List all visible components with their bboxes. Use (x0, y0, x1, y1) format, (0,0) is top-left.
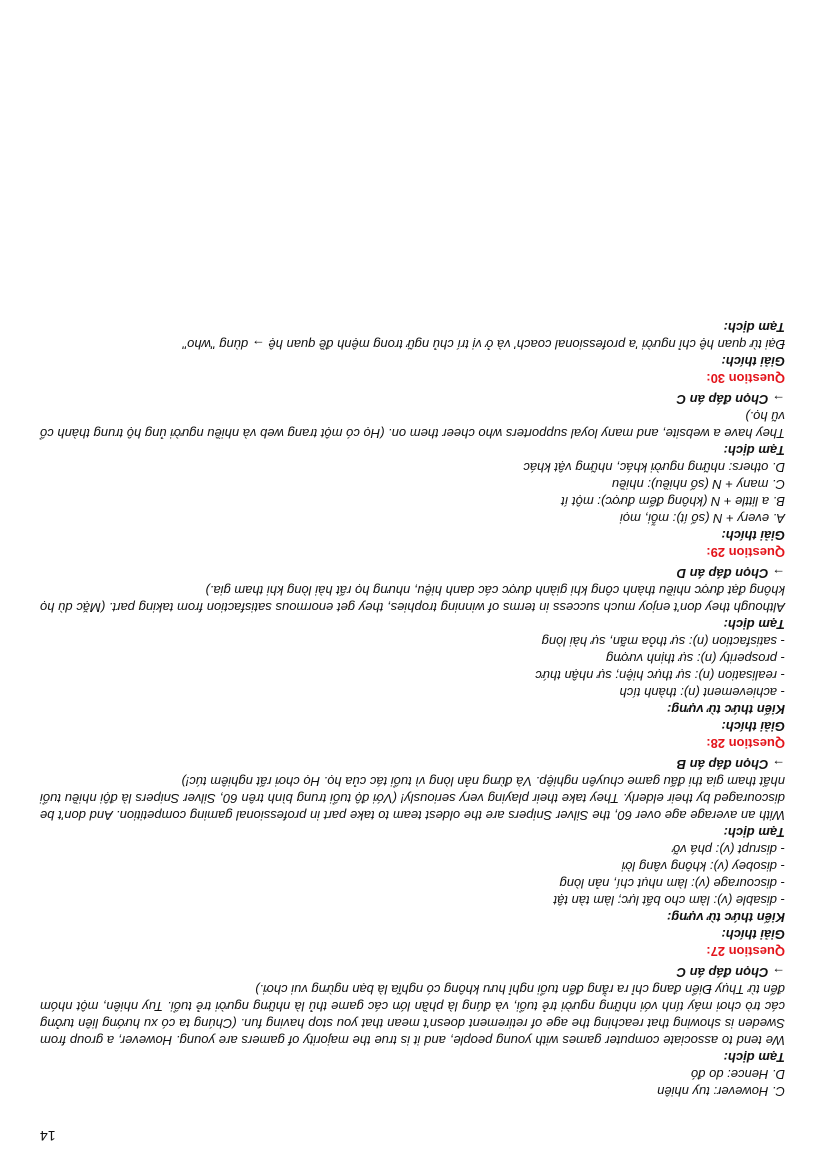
q27-answer: → Chọn đáp án B (676, 757, 785, 772)
q27-vocab-label: Kiến thức từ vựng: (666, 910, 785, 925)
option-d-line: D. Hence: do đó (691, 1067, 785, 1082)
q29-option: D. others: những người khác, những vật khác (523, 460, 785, 475)
q30-explanation: Đại từ quan hệ chỉ người 'a professional coach' và ở vị trí chủ ngữ trong mệnh đề quan hệ → dùng "who" (182, 337, 785, 352)
q29-option: B. a little + N (không đếm được): một ít (561, 494, 785, 509)
q28-vocab-item: - prosperity (n): sự thịnh vượng (606, 651, 785, 666)
q26-translation-label: Tạm dịch: (723, 1050, 785, 1065)
q29-translation-label: Tạm dịch: (723, 443, 785, 458)
q27-translation: With an average age over 60, the Silver Snipers are the oldest team to take part in professional gaming competition. And don't be discouraged by their elderly. They take their playing very seriously! (Với độ tuổi trung bình trên 60, Silver Snipers là đội nhiều tuổi nhất tham gia thi đấu game chuyên nghiệp. Và đừng nản lòng vì tuổi tác của họ. Họ chơi rất nghiêm túc!) (40, 774, 785, 823)
q29-title: Question 29: (706, 545, 785, 560)
q27-vocab-item: - discourage (v): làm nhụt chí, nản lòng (559, 876, 785, 891)
q29-answer: → Chọn đáp án C (676, 392, 785, 407)
q29-explain-label: Giải thích: (721, 528, 785, 543)
q28-answer: → Chọn đáp án D (676, 566, 785, 581)
q26-translation: We tend to associate computer games with young people, and it is true the majority of gamers are young. However, a group from Sweden is showing that reaching the age of retirement doesn't mean that you stop having fun. (Chúng ta có xu hướng liên tưởng các trò chơi máy tính với những người trẻ tuổi, và đúng là phần lớn các game thủ là những người trẻ tuổi. Tuy nhiên, một nhóm đến từ Thụy Điển đang chỉ ra rằng đến tuổi nghỉ hưu không có nghĩa là bạn ngừng vui chơi.) (40, 982, 785, 1048)
q30-title: Question 30: (706, 371, 785, 386)
q28-explain-label: Giải thích: (721, 719, 785, 734)
q30-explain-label: Giải thích: (721, 354, 785, 369)
q28-vocab-item: - satisfaction (n): sự thỏa mãn, sự hài lòng (541, 634, 785, 649)
q28-vocab-label: Kiến thức từ vựng: (666, 702, 785, 717)
q28-translation-label: Tạm dịch: (723, 617, 785, 632)
q29-translation: They have a website, and many loyal supporters who cheer them on. (Họ có một trang web và nhiều người ủng hộ trung thành cổ vũ họ.) (40, 409, 785, 441)
q30-translation-label: Tạm dịch: (723, 320, 785, 335)
q29-option: C. many + N (số nhiều): nhiều (611, 477, 785, 492)
q27-translation-label: Tạm dịch: (723, 825, 785, 840)
q26-answer: → Chọn đáp án C (676, 965, 785, 980)
option-c-line: C. However: tuy nhiên (657, 1084, 785, 1099)
q28-translation: Although they don't enjoy much success in terms of winning trophies, they get enormous satisfaction from taking part. (Mặc dù họ không đạt được nhiều thành công khi giành được các danh hiệu, nhưng họ rất hài lòng khi tham gia.) (40, 583, 785, 615)
q28-vocab-item: - realisation (n): sự thực hiện; sự nhận thức (535, 668, 785, 683)
q29-option: A. every + N (số ít): mỗi, mọi (619, 511, 785, 526)
q27-explain-label: Giải thích: (721, 927, 785, 942)
q27-title: Question 27: (706, 944, 785, 959)
page-content (40, 319, 785, 1100)
q27-vocab-item: - disobey (v): không vâng lời (621, 859, 785, 874)
q28-vocab-item: - achievement (n): thành tích (619, 685, 785, 700)
q27-vocab-item: - disrupt (v): phá vỡ (672, 842, 785, 857)
page-number: 14 (40, 1128, 56, 1144)
q28-title: Question 28: (706, 736, 785, 751)
q27-vocab-item: - disable (v): làm cho bất lực; làm tàn tật (553, 893, 785, 908)
